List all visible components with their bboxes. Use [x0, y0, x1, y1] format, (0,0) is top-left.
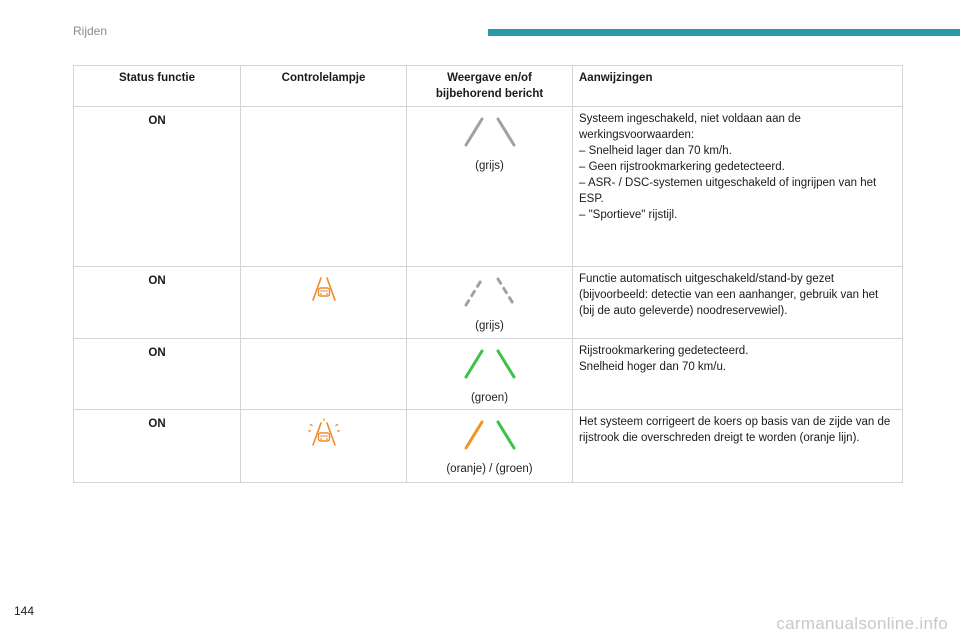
page-number: 144 — [14, 604, 35, 618]
display-cell — [407, 107, 573, 267]
status-cell: ON — [74, 107, 241, 267]
status-cell: ON — [74, 410, 241, 483]
notes-cell — [573, 267, 903, 339]
lamp-cell — [241, 267, 407, 339]
lane-lines-green-icon — [460, 347, 520, 381]
note-line: – Snelheid lager dan 70 km/h. — [579, 145, 732, 157]
lane-assist-active-lamp-icon — [307, 418, 341, 448]
table-row — [74, 410, 903, 483]
lane-assist-status-table — [73, 65, 903, 483]
section-title: Rijden — [73, 24, 108, 38]
lane-lines-orange-green-icon — [460, 418, 520, 452]
table-header-row — [74, 66, 903, 107]
status-cell: ON — [74, 339, 241, 410]
table-row — [74, 339, 903, 410]
note-line: Functie automatisch uitgeschakeld/stand-by gezet (bijvoorbeeld: detectie van een aanhanger, gebruik van het (bij de auto geleverde) noodreservewiel). — [579, 273, 879, 317]
display-cell — [407, 267, 573, 339]
note-line: – ASR- / DSC-systemen uitgeschakeld of ingrijpen van het ESP. — [579, 177, 877, 205]
display-caption: (oranje) / (groen) — [446, 463, 533, 475]
header-accent-bar — [488, 29, 960, 36]
lane-assist-warning-lamp-icon — [309, 275, 339, 303]
column-header-lamp: Controlelampje — [241, 66, 407, 107]
column-header-notes: Aanwijzingen — [573, 66, 903, 107]
display-cell — [407, 339, 573, 410]
notes-cell — [573, 410, 903, 483]
lane-lines-dashed-grey-icon — [460, 275, 520, 309]
table-row — [74, 107, 903, 267]
lane-lines-solid-grey-icon — [460, 115, 520, 149]
note-line: Snelheid hoger dan 70 km/u. — [579, 361, 727, 373]
note-line: – Geen rijstrookmarkering gedetecteerd. — [579, 161, 785, 173]
display-caption: (grijs) — [475, 320, 504, 332]
display-cell — [407, 410, 573, 483]
column-header-display: Weergave en/of bijbehorend bericht — [407, 66, 573, 107]
lamp-cell — [241, 107, 407, 267]
notes-cell — [573, 107, 903, 267]
column-header-status: Status functie — [74, 66, 241, 107]
notes-cell — [573, 339, 903, 410]
note-line: Systeem ingeschakeld, niet voldaan aan de werkingsvoorwaarden: — [579, 113, 801, 141]
note-line: Het systeem corrigeert de koers op basis van de zijde van de rijstrook die overschreden dreigt te worden (oranje lijn). — [579, 416, 891, 444]
table-row — [74, 267, 903, 339]
display-caption: (groen) — [470, 392, 509, 404]
lamp-cell — [241, 339, 407, 410]
note-line: – "Sportieve" rijstijl. — [579, 209, 678, 221]
display-caption: (grijs) — [475, 160, 504, 172]
watermark: carmanualsonline.info — [776, 614, 948, 633]
status-cell: ON — [74, 267, 241, 339]
note-line: Rijstrookmarkering gedetecteerd. — [579, 345, 749, 357]
lamp-cell — [241, 410, 407, 483]
